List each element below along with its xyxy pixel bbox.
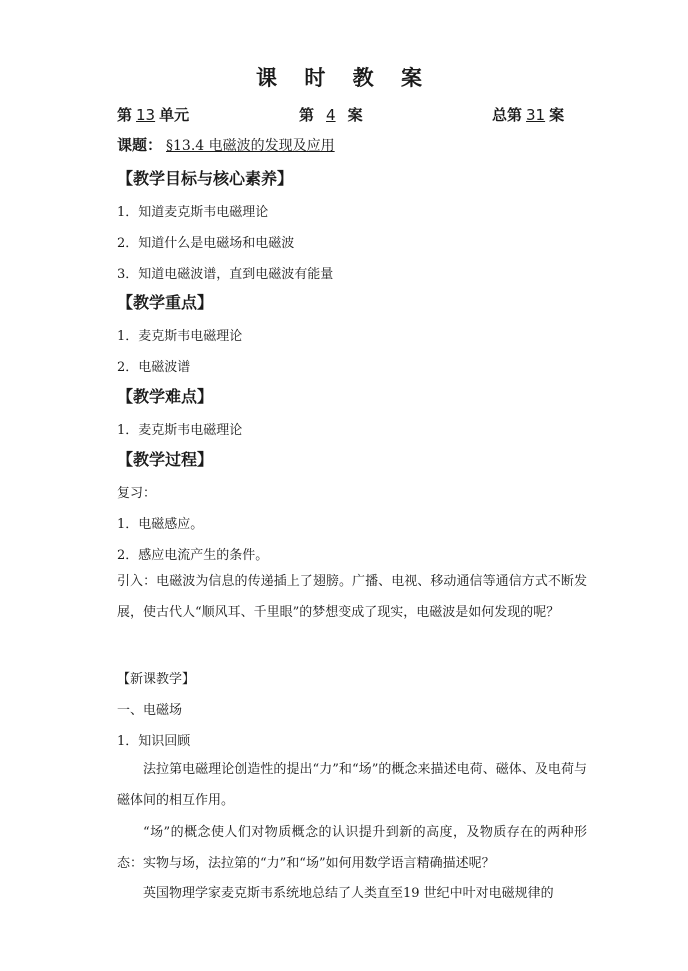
goal-item-1: 1．知道麦克斯韦电磁理论 [117, 205, 269, 220]
process-heading: 【教学过程】 [117, 450, 214, 469]
maxwell-paragraph: 英国物理学家麦克斯韦系统地总结了人类直至19 世纪中叶对电磁规律的 [143, 886, 554, 901]
faraday-paragraph: 法拉第电磁理论创造性的提出“力”和“场”的概念来描述电荷、磁体、及电荷与磁体间的相互作用。 [117, 762, 587, 808]
field-concept-paragraph: “场”的概念使人们对物质概念的认识提升到新的高度，及物质存在的两种形态：实物与场，法拉第的“力”和“场”如何用数学语言精确描述呢？ [117, 825, 587, 871]
knowledge-review-heading: 1．知识回顾 [117, 734, 191, 749]
case-number: 第 4 案 [299, 106, 363, 124]
topic-label: 课题： [117, 136, 163, 154]
review-item-2: 2．感应电流产生的条件。 [117, 548, 269, 563]
difficulty-item-1: 1．麦克斯韦电磁理论 [117, 423, 243, 438]
topic-value: §13.4 电磁波的发现及应用 [166, 138, 335, 154]
lesson-header-line [117, 104, 587, 126]
review-label: 复习： [117, 486, 157, 501]
review-item-1: 1．电磁感应。 [117, 517, 204, 532]
page-title: 课 时 教 案 [256, 66, 432, 90]
key-point-item-2: 2．电磁波谱 [117, 360, 191, 375]
unit-number: 第 13 单元 [117, 106, 190, 124]
goal-item-3: 3．知道电磁波谱，直到电磁波有能量 [117, 267, 334, 282]
difficulties-heading: 【教学难点】 [117, 387, 214, 406]
new-lesson-heading: 【新课教学】 [117, 672, 196, 687]
key-points-heading: 【教学重点】 [117, 293, 214, 312]
goal-item-2: 2．知道什么是电磁场和电磁波 [117, 236, 295, 251]
goals-heading: 【教学目标与核心素养】 [117, 169, 294, 188]
lesson-topic [117, 134, 339, 155]
total-number: 总第 31 案 [492, 106, 565, 124]
intro-paragraph: 引入：电磁波为信息的传递插上了翅膀。广播、电视、移动通信等通信方式不断发展，使古代人“顺风耳、千里眼”的梦想变成了现实，电磁波是如何发现的呢？ [117, 574, 587, 620]
section-electromagnetic-field: 一、电磁场 [117, 703, 183, 718]
key-point-item-1: 1．麦克斯韦电磁理论 [117, 329, 243, 344]
